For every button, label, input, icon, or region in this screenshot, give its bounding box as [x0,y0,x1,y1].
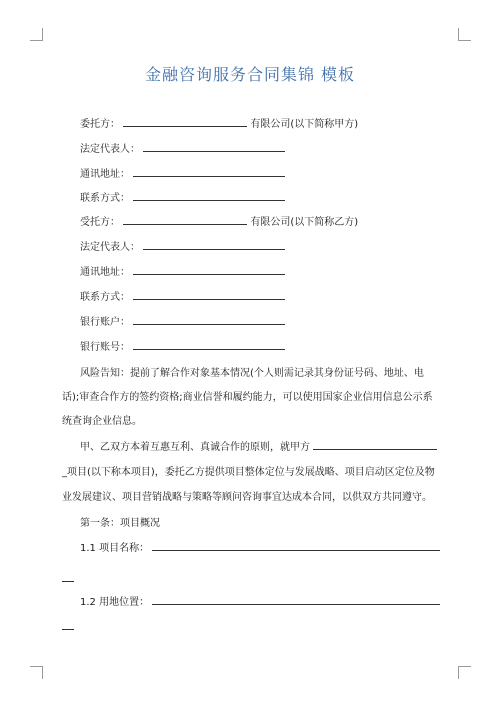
party-b-label: 受托方： [80,217,120,228]
project-name-blank[interactable] [152,540,440,551]
party-a-address-line [80,166,285,181]
party-b-legal-rep-line [80,239,285,254]
party-a-legal-rep-line [80,141,285,156]
party-a-suffix: 有限公司(以下简称甲方) [250,119,359,130]
party-a-address-blank[interactable] [133,166,285,177]
party-b-legal-rep-blank[interactable] [143,239,285,250]
land-location-label: 1.2 用地位置： [80,597,150,608]
agreement-line-1-text: 甲、乙双方本着互惠互利、真诚合作的原则，就甲方 [80,442,310,453]
party-b-bank-account-blank[interactable] [133,314,285,325]
risk-notice-line-1: 风险告知：提前了解合作对象基本情况(个人则需记录其身份证号码、地址、电 [80,368,424,379]
article-1-item-1 [80,537,440,561]
project-name-label: 1.1 项目名称： [80,543,150,554]
party-a-contact-label: 联系方式： [80,193,130,204]
party-a-project-blank[interactable] [313,439,437,450]
crop-mark-top-left [30,28,43,41]
party-b-contact-label: 联系方式： [80,292,130,303]
agreement-line-2: _项目(以下称本项目)，委托乙方提供项目整体定位与发展战略、项目启动区定位及物 [62,467,435,478]
project-name-continuation-blank[interactable] [62,581,74,582]
party-b-bank-number-blank[interactable] [133,339,285,350]
party-b-legal-rep-label: 法定代表人： [80,242,140,253]
party-b-contact-line [80,289,285,304]
agreement-line-3: 业发展建议、项目营销战略与策略等顾问咨询事宜达成本合同，以供双方共同遵守。 [62,492,432,503]
party-b-bank-number-line [80,339,285,354]
land-location-continuation-blank[interactable] [62,629,74,630]
risk-notice-line-3: 统查询企业信息。 [62,416,142,427]
party-b-address-blank[interactable] [133,264,285,275]
party-a-name-blank[interactable] [123,116,247,127]
party-b-contact-blank[interactable] [133,289,285,300]
risk-notice-line-2: 话);审查合作方的签约资格;商业信誉和履约能力，可以使用国家企业信用信息公示系 [62,392,433,403]
agreement-line-1 [80,436,440,460]
party-a-contact-blank[interactable] [133,190,285,201]
party-b-name-blank[interactable] [123,214,247,225]
land-location-blank[interactable] [152,594,440,605]
crop-mark-top-right [458,28,471,41]
party-b-address-label: 通讯地址： [80,267,130,278]
document-title: 金融咨询服务合同集锦 模板 [144,65,356,84]
party-b-address-line [80,264,285,279]
party-a-legal-rep-label: 法定代表人： [80,144,140,155]
party-b-suffix: 有限公司(以下简称乙方) [250,217,359,228]
article-1-item-2 [80,591,440,615]
party-b-line [80,214,358,229]
crop-mark-bottom-right [458,666,471,679]
party-a-legal-rep-blank[interactable] [143,141,285,152]
party-b-bank-number-label: 银行账号： [80,342,130,353]
crop-mark-bottom-left [30,666,43,679]
party-a-address-label: 通讯地址： [80,169,130,180]
article-1-heading: 第一条：项目概况 [80,518,160,529]
party-a-contact-line [80,190,285,205]
party-b-bank-account-label: 银行账户： [80,317,130,328]
party-b-bank-account-line [80,314,285,329]
party-a-line [80,116,358,131]
party-a-label: 委托方： [80,119,120,130]
